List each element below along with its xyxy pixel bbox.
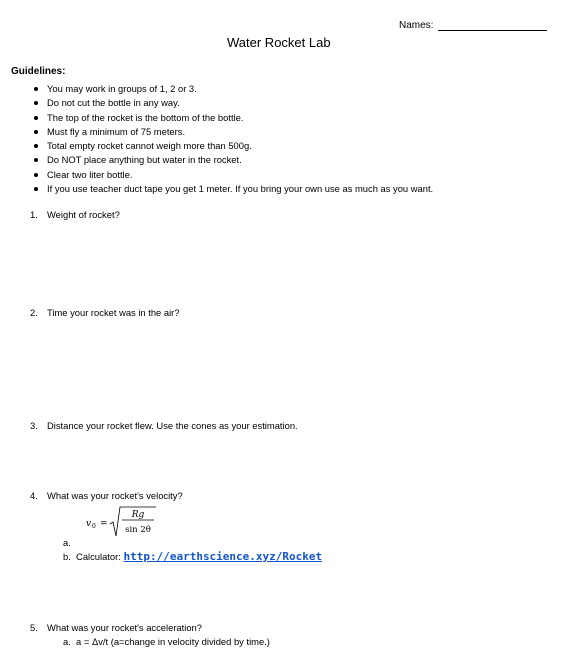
guideline-item [0,111,433,125]
calculator-link[interactable]: http://earthscience.xyz/Rocket [123,550,323,563]
question-5-sub-a [63,636,270,647]
guideline-text: If you use teacher duct tape you get 1 meter. If you bring your own use as much as you want. [47,183,434,195]
names-blank-line[interactable] [438,30,547,31]
bullet-icon [34,187,38,191]
question-1-text: Weight of rocket? [47,209,120,220]
bullet-icon [34,158,38,162]
question-1-number: 1. [30,209,38,220]
guideline-text: Do NOT place anything but water in the rocket. [47,154,242,166]
guidelines-heading: Guidelines: [11,66,66,77]
question-2-text: Time your rocket was in the air? [47,307,180,318]
guideline-item [0,96,433,110]
bullet-icon [34,116,38,120]
guideline-item [0,153,433,167]
formula-numerator: Rg [131,510,145,520]
guideline-text: Do not cut the bottle in any way. [47,97,180,109]
question-4-sub-b [63,550,322,563]
question-2-number: 2. [30,307,38,318]
guideline-item [0,139,433,153]
names-label: Names: [399,20,434,31]
guideline-item [0,182,433,196]
guideline-text: Must fly a minimum of 75 meters. [47,125,186,137]
acceleration-formula: a = Δv/t (a=change in velocity divided by time.) [76,636,270,647]
formula-subscript: 0 [92,523,96,530]
velocity-formula [86,503,166,539]
question-4-number: 4. [30,490,38,501]
guideline-text: Clear two liter bottle. [47,168,133,180]
formula-denominator: sin 2θ [125,525,151,535]
guideline-item [0,82,433,96]
guideline-text: The top of the rocket is the bottom of the bottle. [47,111,244,123]
question-3-text: Distance your rocket flew. Use the cones as your estimation. [47,420,298,431]
question-5-number: 5. [30,622,38,633]
guideline-item [0,168,433,182]
guideline-item [0,125,433,139]
question-4-text: What was your rocket's velocity? [47,490,183,501]
formula-lhs: v [86,519,92,529]
sub-b-marker: b. [63,551,71,562]
question-3-number: 3. [30,420,38,431]
page-title: Water Rocket Lab [227,35,331,50]
question-5-text: What was your rocket's acceleration? [47,622,202,633]
guidelines-list [0,82,433,196]
guideline-text: You may work in groups of 1, 2 or 3. [47,83,197,94]
bullet-icon [34,144,38,148]
bullet-icon [34,101,38,105]
formula-equals: = [100,519,108,529]
guideline-text: Total empty rocket cannot weigh more than 500g. [47,140,252,152]
bullet-icon [34,130,38,134]
calculator-label: Calculator: [76,551,124,562]
question-4-sub-a: a. [63,537,71,548]
bullet-icon [34,173,38,177]
sub-a-marker: a. [63,636,71,647]
bullet-icon [34,87,38,91]
